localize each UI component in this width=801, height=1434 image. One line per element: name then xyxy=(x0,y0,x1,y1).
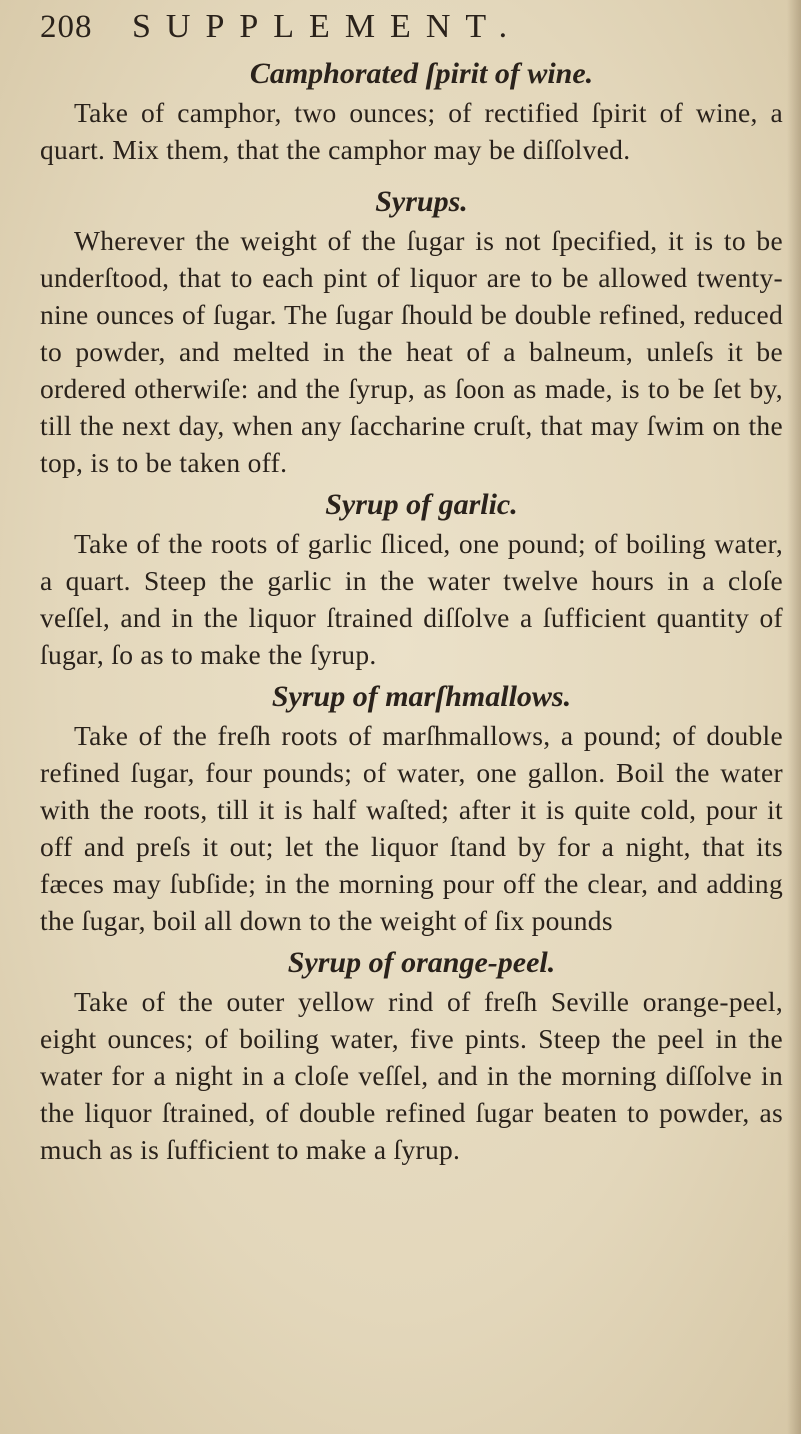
entry-heading: Syrups. xyxy=(375,185,468,218)
entry-heading: Syrup of garlic. xyxy=(325,488,518,521)
running-title: SUPPLEMENT. xyxy=(132,8,523,45)
entry-syrup-of-marshmallows xyxy=(40,677,783,939)
running-head xyxy=(40,8,783,54)
page-number: 208 xyxy=(40,9,93,45)
entry-heading: Syrup of marſhmallows. xyxy=(271,680,572,713)
entry-heading: Camphorated ſpirit of wine. xyxy=(249,57,594,90)
entry-text: Take of the roots of garlic ſliced, one pound; of boiling water, a quart. Steep the garlic in the water twelve hours in a cloſe veſſel, and in the liquor ſtrained diſſolve a ſufficient quantity of ſugar, ſo as to make the ſyrup. xyxy=(40,528,783,670)
entry-camphorated-spirit xyxy=(40,54,783,168)
entry-text: Take of camphor, two ounces; of rectified ſpirit of wine, a quart. Mix them, that the camphor may be diſſolved. xyxy=(40,97,783,165)
entry-text: Take of the outer yellow rind of freſh Seville orange-peel, eight ounces; of boiling water, five pints. Steep the peel in the water for a night in a cloſe veſſel, and in the morning diſſolve in the liquor ſtrained, of double refined ſugar beaten to powder, as much as is ſufficient to make a ſyrup. xyxy=(40,986,783,1165)
entry-heading: Syrup of orange-peel. xyxy=(287,946,556,979)
entry-text: Take of the freſh roots of marſhmallows, a pound; of double refined ſugar, four pounds; of water, one gallon. Boil the water with the roots, till it is half waſted; after it is quite cold, pour it off and preſs it out; let the liquor ſtand by for a night, that its fæces may ſubſide; in the morning pour off the clear, and adding the ſugar, boil all down to the weight of ſix pounds xyxy=(40,720,783,936)
entry-syrup-of-orange-peel xyxy=(40,943,783,1168)
page-edge-shadow xyxy=(787,0,801,1434)
entry-text: Wherever the weight of the ſugar is not ſpecified, it is to be underſtood, that to each pint of liquor are to be allowed twenty-nine ounces of ſugar. The ſugar ſhould be double refined, reduced to powder, and melted in the heat of a balneum, unleſs it be ordered otherwiſe: and the ſyrup, as ſoon as made, is to be ſet by, till the next day, when any ſaccharine cruſt, that may ſwim on the top, is to be taken off. xyxy=(40,225,783,478)
entry-syrups xyxy=(40,182,783,481)
entry-syrup-of-garlic xyxy=(40,485,783,673)
